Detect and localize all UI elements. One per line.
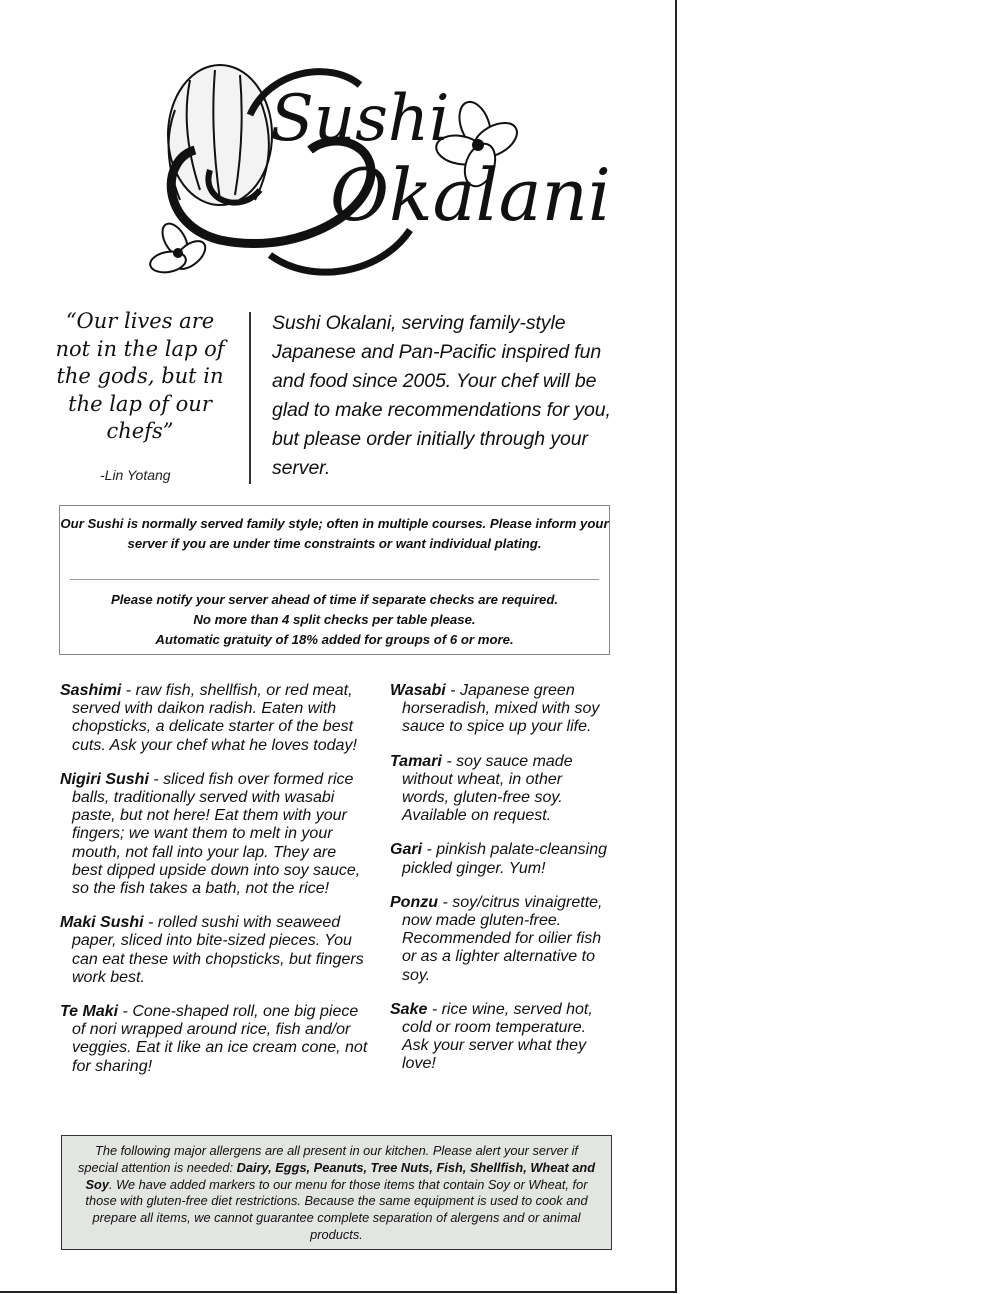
glossary-entry-gari bbox=[390, 841, 612, 877]
glossary-entry-sake bbox=[390, 1001, 612, 1074]
family-style-notice: Our Sushi is normally served family style; often in multiple courses. Please inform your server if you are under time constraints or want individual plating. bbox=[60, 516, 609, 552]
glossary-desc: - sliced fish over formed rice balls, traditionally served with wasabi paste, but not here! Eat them with your fingers; we want them to melt in your mouth, not fall into your lap. They are best dipped upside down into soy sauce, so the fish takes a bath, not the rice! bbox=[72, 770, 361, 898]
glossary-entry-tamari bbox=[390, 753, 612, 826]
logo-word-okalani: Okalani bbox=[330, 153, 611, 237]
glossary-desc: - rice wine, served hot, cold or room temperature. Ask your server what they love! bbox=[402, 1000, 593, 1073]
checks-notice bbox=[60, 590, 609, 651]
checks-line-2: No more than 4 split checks per table please. bbox=[193, 612, 476, 628]
glossary-term: Tamari bbox=[390, 752, 442, 770]
chef-quote: “Our lives are not in the lap of the gods, but in the lap of our chefs” bbox=[55, 309, 225, 443]
glossary-entry-ponzu bbox=[390, 894, 612, 985]
glossary-term: Te Maki bbox=[60, 1003, 119, 1021]
vertical-divider bbox=[249, 312, 251, 484]
glossary-term: Maki Sushi bbox=[60, 914, 144, 932]
glossary-term: Sake bbox=[390, 1000, 428, 1018]
allergen-intro: The following major allergens are all present in our kitchen. Please alert your server if special attention is needed: bbox=[77, 1143, 578, 1175]
intro-paragraph: Sushi Okalani, serving family-style Japanese and Pan-Pacific inspired fun and food since 2005. Your chef will be glad to make recommendations for you, but please order initially through your server. bbox=[272, 312, 611, 479]
flower-icon bbox=[168, 65, 272, 205]
glossary-entry-wasabi bbox=[390, 682, 612, 737]
glossary-entry-nigiri bbox=[60, 771, 370, 898]
service-notice-box bbox=[59, 505, 610, 655]
glossary-desc: - soy sauce made without wheat, in other words, gluten-free soy. Available on request. bbox=[402, 752, 573, 825]
allergen-details: . We have added markers to our menu for those items that contain Soy or Wheat, for those with gluten-free diet restrictions. Because the same equipment is used to cook and prepare all items, we cannot guarantee complete separation of alergens and or animal products. bbox=[85, 1176, 588, 1242]
glossary-term: Wasabi bbox=[390, 682, 446, 699]
sushi-okalani-logo bbox=[120, 40, 611, 300]
glossary-term: Ponzu bbox=[390, 893, 438, 911]
allergen-list: Dairy, Eggs, Peanuts, Tree Nuts, Fish, Shellfish, Wheat and Soy bbox=[85, 1159, 596, 1192]
glossary-desc: - raw fish, shellfish, or red meat, served with daikon radish. Eaten with chopsticks, a delicate starter of the best cuts. Ask your chef what he loves today! bbox=[72, 682, 357, 754]
gratuity-line: Automatic gratuity of 18% added for groups of 6 or more. bbox=[155, 632, 514, 648]
notice-divider bbox=[70, 579, 599, 580]
logo-word-sushi: Sushi bbox=[270, 82, 450, 156]
allergen-notice-box bbox=[61, 1135, 612, 1250]
glossary-entry-sashimi bbox=[60, 682, 370, 755]
quote-attribution: -Lin Yotang bbox=[100, 467, 171, 483]
glossary-entry-maki bbox=[60, 914, 370, 987]
glossary-desc: - soy/citrus vinaigrette, now made gluten-free. Recommended for oilier fish or as a lighter alternative to soy. bbox=[402, 893, 603, 984]
glossary-desc: - Cone-shaped roll, one big piece of nori wrapped around rice, fish and/or veggies. Eat it like an ice cream cone, not for sharing! bbox=[72, 1003, 368, 1075]
glossary-right-column bbox=[390, 682, 612, 1090]
glossary-left-column bbox=[60, 682, 370, 1092]
glossary-term: Sashimi bbox=[60, 682, 122, 699]
glossary-desc: - Japanese green horseradish, mixed with soy sauce to spice up your life. bbox=[402, 682, 600, 736]
glossary-entry-temaki bbox=[60, 1003, 370, 1076]
glossary-term: Gari bbox=[390, 841, 423, 859]
glossary-desc: - pinkish palate-cleansing pickled ginger. Yum! bbox=[402, 841, 608, 877]
glossary-desc: - rolled sushi with seaweed paper, sliced into bite-sized pieces. You can eat these with chopsticks, but fingers work best. bbox=[72, 914, 364, 986]
checks-line-1: Please notify your server ahead of time if separate checks are required. bbox=[110, 592, 559, 607]
glossary-term: Nigiri Sushi bbox=[60, 770, 149, 788]
